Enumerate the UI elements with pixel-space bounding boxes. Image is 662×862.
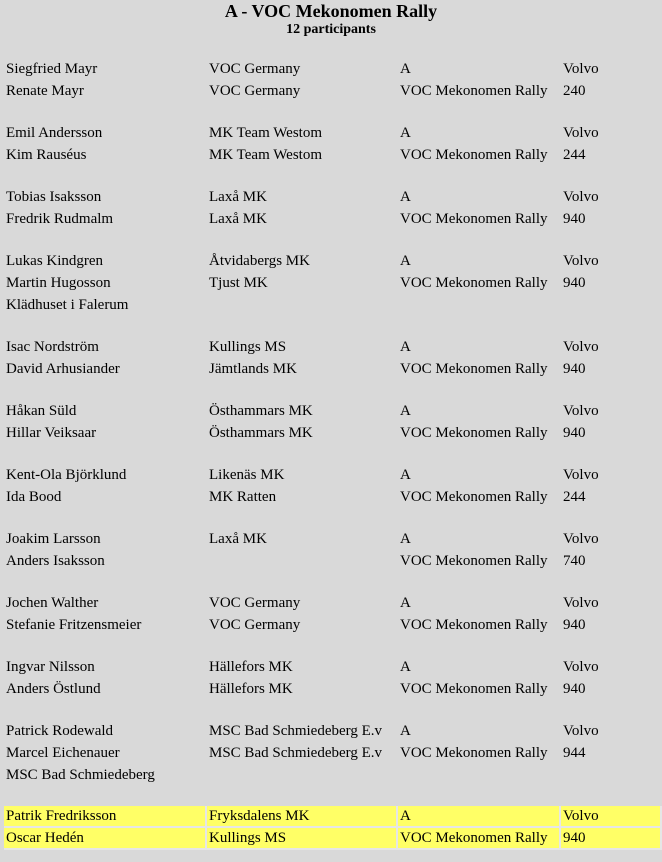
car-model: 944 [563, 745, 586, 761]
class-name: VOC Mekonomen Rally [400, 211, 548, 227]
spacer-cell [4, 572, 662, 592]
driver-name: David Arhusiander [6, 361, 120, 377]
class-name: VOC Mekonomen Rally [400, 681, 548, 697]
entry-row [4, 828, 662, 850]
team-name [207, 764, 398, 786]
class-name [398, 764, 561, 786]
entry-spacer [4, 786, 662, 806]
car-model: 940 [563, 681, 586, 697]
class-name: A [400, 467, 411, 483]
class-name: VOC Mekonomen Rally [400, 553, 548, 569]
team-name: Hällefors MK [209, 659, 293, 675]
class-name: VOC Mekonomen Rally [400, 617, 548, 633]
driver-name: Lukas Kindgren [6, 253, 104, 269]
class-name: VOC Mekonomen Rally [400, 147, 548, 163]
driver-name: Håkan Süld [6, 403, 77, 419]
car-model: Volvo [563, 659, 599, 675]
team-name: Laxå MK [209, 189, 267, 205]
team-name: Kullings MS [209, 339, 287, 355]
car-model: Volvo [563, 531, 599, 547]
car-model: 240 [563, 83, 586, 99]
class-name: VOC Mekonomen Rally [400, 361, 548, 377]
entry-spacer [4, 700, 662, 720]
team-name: Jämtlands MK [209, 361, 297, 377]
team-name: Åtvidabergs MK [209, 253, 310, 269]
entry-row [4, 358, 662, 380]
entry-spacer [4, 230, 662, 250]
entries-table [4, 58, 662, 850]
entry-row [4, 272, 662, 294]
spacer-cell [4, 700, 662, 720]
car-model: 740 [563, 553, 586, 569]
driver-name: Patrik Fredriksson [4, 806, 207, 828]
car-model: Volvo [563, 189, 599, 205]
driver-name: Renate Mayr [6, 83, 84, 99]
entry-spacer [4, 380, 662, 400]
team-name: MK Team Westom [209, 147, 323, 163]
driver-name: Anders Östlund [6, 681, 101, 697]
class-name: A [400, 125, 411, 141]
car-model: Volvo [563, 403, 599, 419]
car-model: Volvo [563, 253, 599, 269]
driver-name: Kim Rauséus [6, 147, 87, 163]
car-model: Volvo [563, 339, 599, 355]
driver-name: Klädhuset i Falerum [6, 297, 129, 313]
car-model: 244 [563, 489, 586, 505]
class-name: VOC Mekonomen Rally [400, 275, 548, 291]
entry-row [4, 208, 662, 230]
entries-body [4, 58, 662, 850]
entry-row [4, 80, 662, 102]
driver-name: MSC Bad Schmiedeberg [6, 767, 155, 783]
driver-name: Fredrik Rudmalm [6, 211, 114, 227]
entry-spacer [4, 102, 662, 122]
team-name [207, 550, 398, 572]
class-name: VOC Mekonomen Rally [400, 745, 548, 761]
class-name [398, 294, 561, 316]
car-model: Volvo [563, 125, 599, 141]
entry-spacer [4, 572, 662, 592]
team-name: Östhammars MK [209, 403, 313, 419]
entry-row [4, 806, 662, 828]
class-name: VOC Mekonomen Rally [398, 828, 561, 850]
team-name: VOC Germany [209, 595, 301, 611]
entry-row [4, 764, 662, 786]
spacer-cell [4, 636, 662, 656]
driver-name: Siegfried Mayr [6, 61, 98, 77]
car-model [561, 294, 662, 316]
class-name: A [400, 723, 411, 739]
car-model: Volvo [561, 806, 662, 828]
class-name: VOC Mekonomen Rally [400, 425, 548, 441]
spacer-cell [4, 786, 662, 806]
entry-row [4, 422, 662, 444]
car-model: Volvo [563, 61, 599, 77]
spacer-cell [4, 380, 662, 400]
spacer-cell [4, 102, 662, 122]
entry-row [4, 250, 662, 272]
class-name: A [400, 659, 411, 675]
entry-row [4, 614, 662, 636]
participant-count: 12 participants [286, 22, 376, 37]
driver-name: Martin Hugosson [6, 275, 111, 291]
class-name: A [400, 61, 411, 77]
entry-row [4, 528, 662, 550]
driver-name: Joakim Larsson [6, 531, 101, 547]
driver-name: Isac Nordström [6, 339, 99, 355]
team-name: Likenäs MK [209, 467, 285, 483]
driver-name: Jochen Walther [6, 595, 99, 611]
entry-spacer [4, 166, 662, 186]
team-name: MK Ratten [209, 489, 277, 505]
driver-name: Ida Bood [6, 489, 62, 505]
team-name: VOC Germany [209, 83, 301, 99]
car-model: 940 [563, 275, 586, 291]
entry-row [4, 720, 662, 742]
driver-name: Oscar Hedén [4, 828, 207, 850]
driver-name: Kent-Ola Björklund [6, 467, 127, 483]
car-model [561, 764, 662, 786]
class-name: A [400, 595, 411, 611]
driver-name: Stefanie Fritzensmeier [6, 617, 142, 633]
team-name: Kullings MS [207, 828, 398, 850]
class-name: VOC Mekonomen Rally [400, 489, 548, 505]
spacer-cell [4, 316, 662, 336]
driver-name: Anders Isaksson [6, 553, 105, 569]
entry-row [4, 144, 662, 166]
entry-row [4, 400, 662, 422]
driver-name: Ingvar Nilsson [6, 659, 95, 675]
entry-spacer [4, 508, 662, 528]
team-name [207, 294, 398, 316]
car-model: Volvo [563, 723, 599, 739]
car-model: 940 [563, 425, 586, 441]
team-name: Hällefors MK [209, 681, 293, 697]
entry-row [4, 656, 662, 678]
driver-name: Tobias Isaksson [6, 189, 102, 205]
class-name: VOC Mekonomen Rally [400, 83, 548, 99]
page-title: A - VOC Mekonomen Rally [224, 1, 438, 21]
entry-spacer [4, 636, 662, 656]
team-name: Laxå MK [209, 531, 267, 547]
entry-row [4, 678, 662, 700]
entry-row [4, 592, 662, 614]
team-name: Laxå MK [209, 211, 267, 227]
team-name: Tjust MK [209, 275, 268, 291]
spacer-cell [4, 230, 662, 250]
entry-row [4, 336, 662, 358]
team-name: Östhammars MK [209, 425, 313, 441]
entry-row [4, 186, 662, 208]
class-name: A [400, 253, 411, 269]
team-name: Fryksdalens MK [207, 806, 398, 828]
car-model: 940 [563, 361, 586, 377]
team-name: VOC Germany [209, 617, 301, 633]
class-name: A [400, 339, 411, 355]
class-name: A [400, 531, 411, 547]
entry-row [4, 742, 662, 764]
car-model: Volvo [563, 595, 599, 611]
team-name: MSC Bad Schmiedeberg E.v [209, 745, 383, 761]
entry-spacer [4, 444, 662, 464]
car-model: 940 [561, 828, 662, 850]
entry-row [4, 550, 662, 572]
entry-row [4, 294, 662, 316]
entry-row [4, 122, 662, 144]
entry-spacer [4, 316, 662, 336]
team-name: VOC Germany [209, 61, 301, 77]
driver-name: Hillar Veiksaar [6, 425, 97, 441]
class-name: A [400, 189, 411, 205]
spacer-cell [4, 444, 662, 464]
class-name: A [400, 403, 411, 419]
driver-name: Emil Andersson [6, 125, 103, 141]
class-name: A [398, 806, 561, 828]
spacer-cell [4, 166, 662, 186]
spacer-cell [4, 508, 662, 528]
page-header [0, 0, 662, 38]
team-name: MSC Bad Schmiedeberg E.v [209, 723, 383, 739]
driver-name: Marcel Eichenauer [6, 745, 120, 761]
entry-row [4, 464, 662, 486]
car-model: Volvo [563, 467, 599, 483]
car-model: 244 [563, 147, 586, 163]
entry-row [4, 486, 662, 508]
team-name: MK Team Westom [209, 125, 323, 141]
car-model: 940 [563, 617, 586, 633]
entry-row [4, 58, 662, 80]
driver-name: Patrick Rodewald [6, 723, 114, 739]
car-model: 940 [563, 211, 586, 227]
